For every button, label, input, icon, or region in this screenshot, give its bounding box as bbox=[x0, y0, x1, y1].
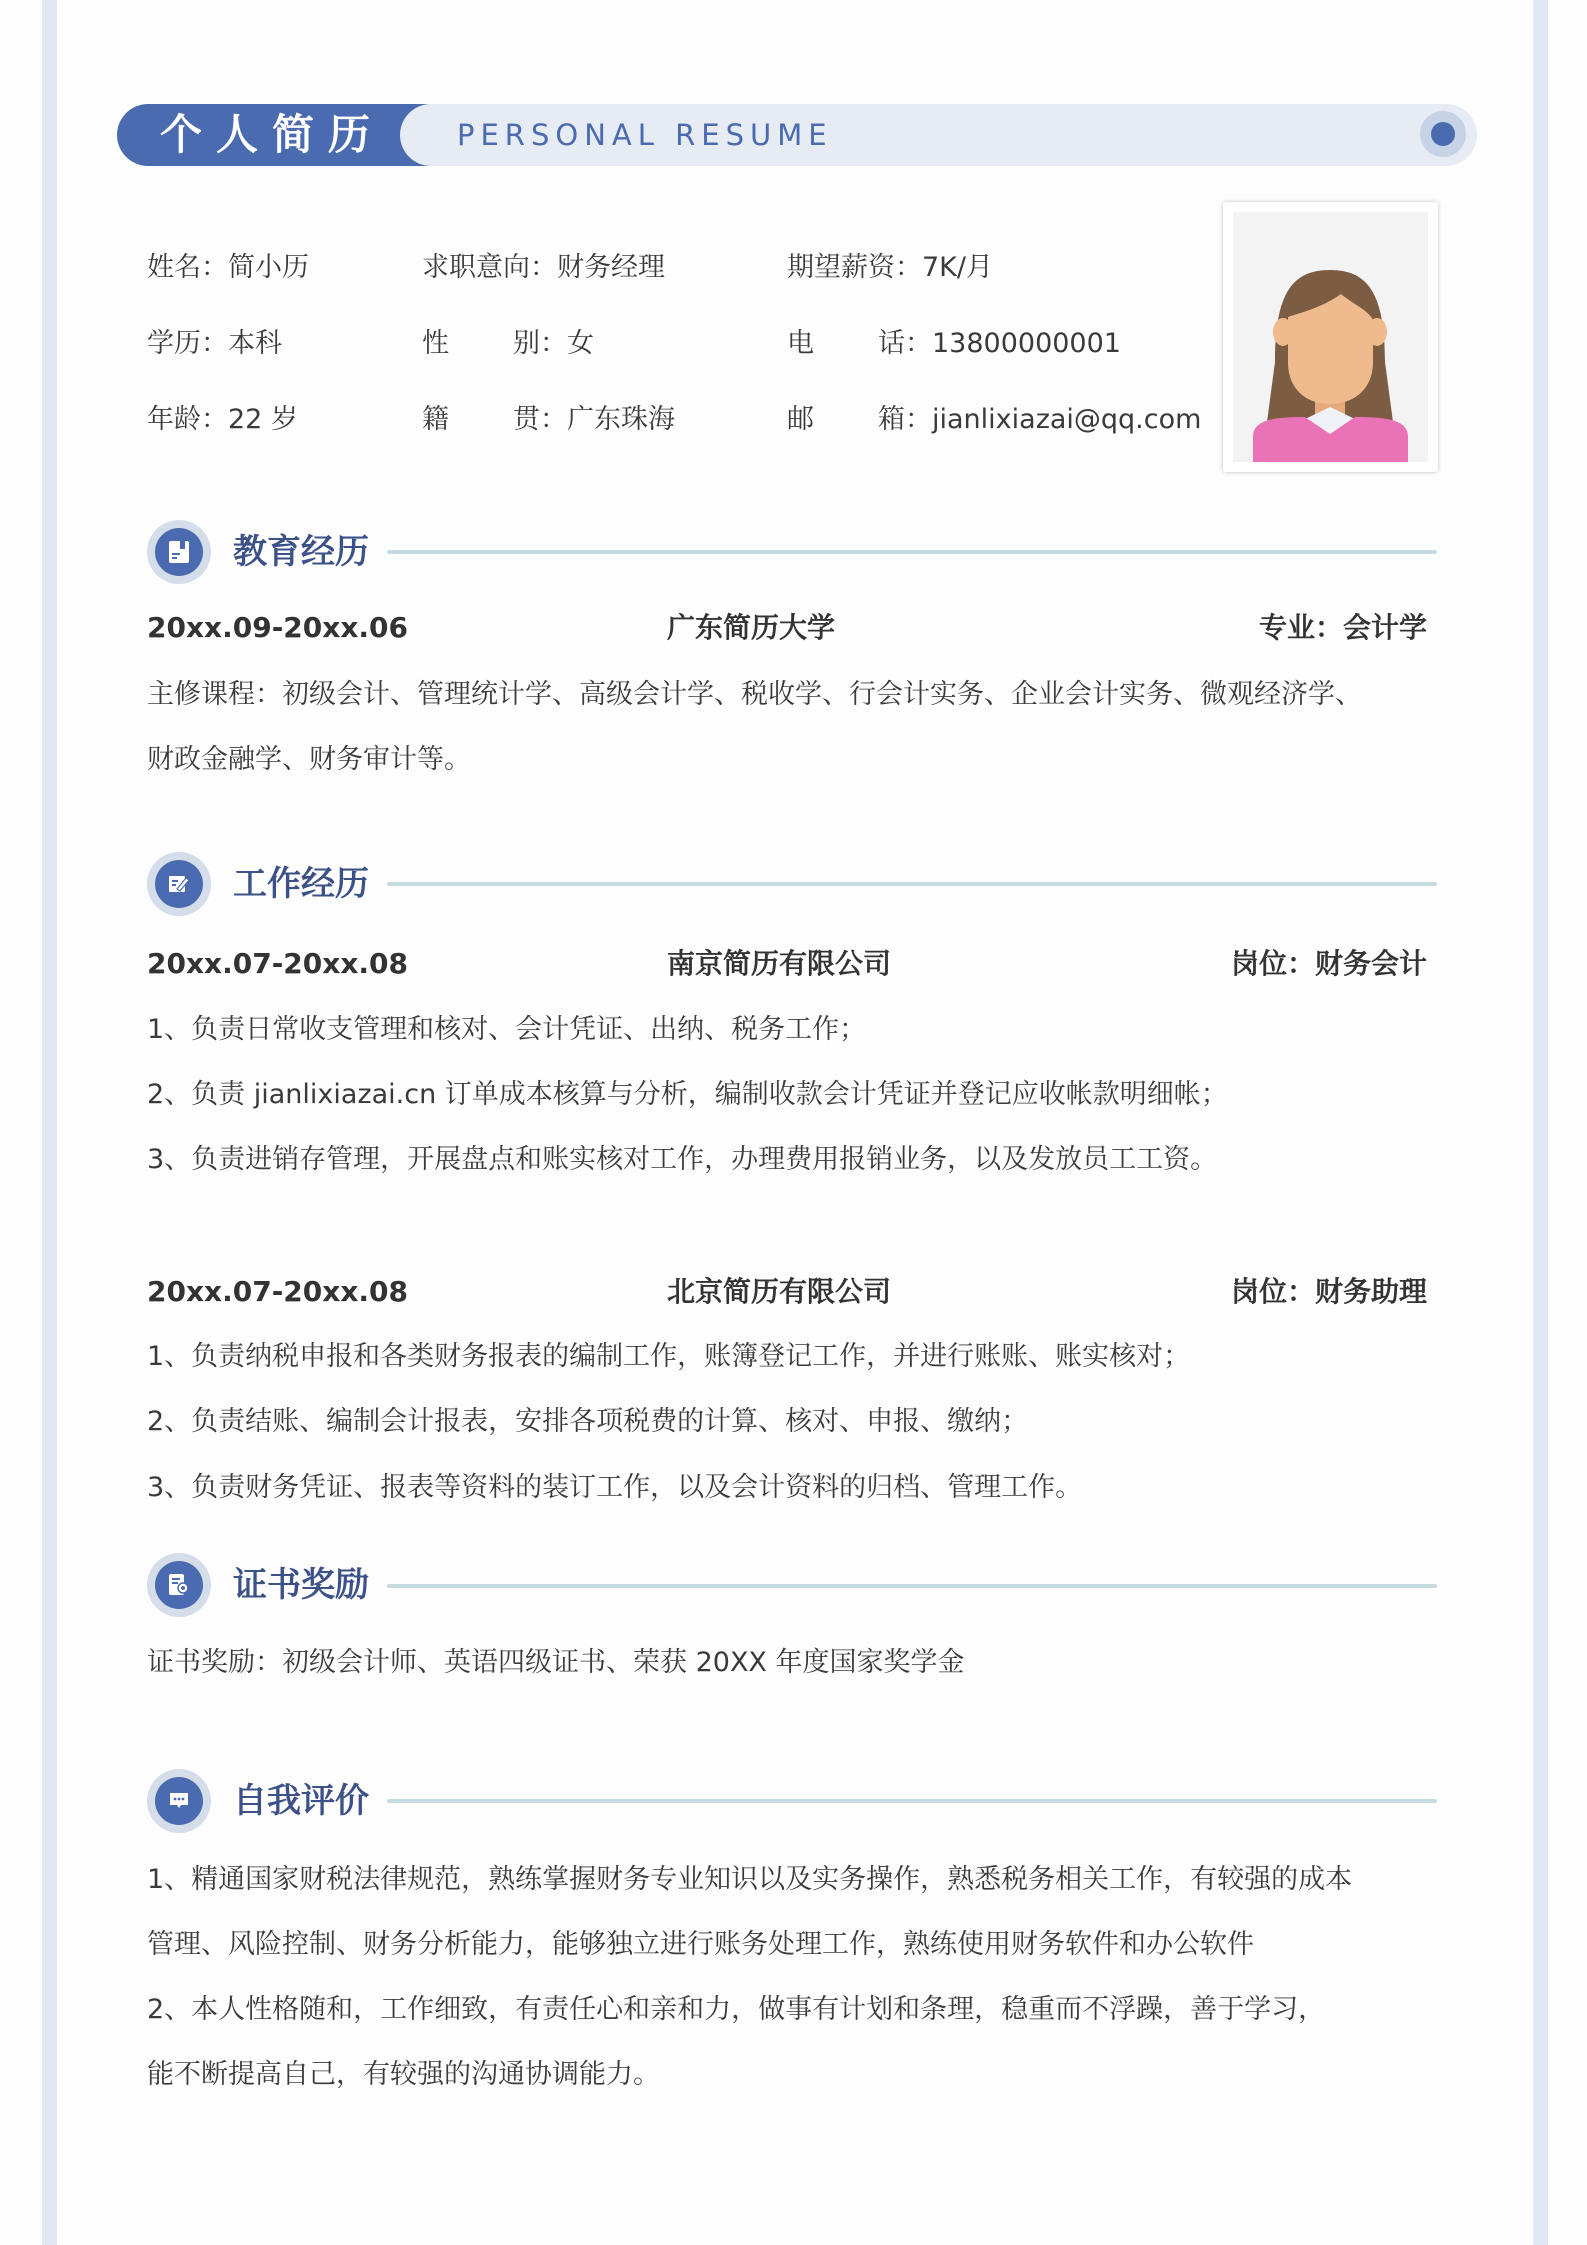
job-row bbox=[147, 1272, 1427, 1312]
info-label: 性 别 bbox=[422, 328, 540, 359]
info-value: 7K/月 bbox=[922, 252, 993, 283]
section-title-self-evaluation: 自我评价 bbox=[233, 1781, 369, 1821]
info-job-intent: 求职意向：财务经理 bbox=[422, 252, 665, 283]
info-education: 学历：本科 bbox=[147, 328, 282, 359]
job-period: 20xx.07-20xx.08 bbox=[147, 1275, 408, 1308]
info-value: 简小历 bbox=[228, 252, 309, 283]
info-label: 邮 箱 bbox=[787, 404, 905, 435]
education-school: 广东简历大学 bbox=[667, 611, 836, 644]
avatar-photo bbox=[1223, 202, 1438, 472]
job-duty: 3、负责进销存管理，开展盘点和账实核对工作，办理费用报销业务，以及发放员工工资。 bbox=[147, 1144, 1218, 1175]
info-phone: 电 话 ：13800000001 bbox=[787, 324, 1121, 364]
info-value: jianlixiazai@qq.com bbox=[932, 404, 1202, 435]
job-duty: 2、负责 jianlixiazai.cn 订单成本核算与分析，编制收款会计凭证并登记应收帐款明细帐； bbox=[147, 1079, 1228, 1110]
info-value: 13800000001 bbox=[932, 328, 1121, 359]
info-value: 广东珠海 bbox=[567, 404, 675, 435]
job-duty: 3、负责财务凭证、报表等资料的装订工作，以及会计资料的归档、管理工作。 bbox=[147, 1472, 1083, 1503]
section-title-awards: 证书奖励 bbox=[233, 1565, 369, 1605]
edit-icon bbox=[155, 860, 203, 908]
education-period: 20xx.09-20xx.06 bbox=[147, 611, 408, 644]
job-company: 南京简历有限公司 bbox=[667, 947, 892, 980]
job-position: 岗位：财务会计 bbox=[1230, 947, 1427, 980]
info-name: 姓名：简小历 bbox=[147, 252, 309, 283]
info-value: 本科 bbox=[228, 328, 282, 359]
job-row bbox=[147, 944, 1427, 984]
page-title: 个人简历 bbox=[160, 110, 385, 159]
book-icon bbox=[155, 528, 203, 576]
self-eval-line: 2、本人性格随和，工作细致，有责任心和亲和力，做事有计划和条理，稳重而不浮躁，善于学习， bbox=[147, 1994, 1326, 2025]
page-subtitle: PERSONAL RESUME bbox=[457, 118, 833, 152]
info-gender: 性 别 ：女 bbox=[422, 324, 594, 364]
education-row bbox=[147, 608, 1427, 648]
chat-bubble-icon bbox=[155, 1777, 203, 1825]
job-position: 岗位：财务助理 bbox=[1230, 1275, 1427, 1308]
self-eval-line: 能不断提高自己，有较强的沟通协调能力。 bbox=[147, 2059, 660, 2090]
info-value: 22 岁 bbox=[228, 404, 298, 435]
info-label: 籍 贯 bbox=[422, 404, 540, 435]
courses-line: 财政金融学、财务审计等。 bbox=[147, 744, 471, 775]
certificate-icon bbox=[155, 1561, 203, 1609]
job-duty: 2、负责结账、编制会计报表，安排各项税费的计算、核对、申报、缴纳； bbox=[147, 1406, 1029, 1437]
section-divider bbox=[387, 1799, 1437, 1803]
dot-icon bbox=[1420, 111, 1466, 157]
info-value: 女 bbox=[567, 328, 594, 359]
self-eval-line: 1、精通国家财税法律规范，熟练掌握财务专业知识以及实务操作，熟悉税务相关工作，有较强的成本 bbox=[147, 1864, 1353, 1895]
section-title-work: 工作经历 bbox=[233, 864, 369, 904]
right-border-bar bbox=[1533, 0, 1548, 2245]
info-hometown: 籍 贯 ：广东珠海 bbox=[422, 400, 675, 440]
courses-line: 主修课程：初级会计、管理统计学、高级会计学、税收学、行会计实务、企业会计实务、微观经济学、 bbox=[147, 679, 1362, 710]
info-label: 电 话 bbox=[787, 328, 905, 359]
avatar-female-icon bbox=[1233, 212, 1428, 462]
section-divider bbox=[387, 1584, 1437, 1588]
left-border-bar bbox=[42, 0, 57, 2245]
section-title-education: 教育经历 bbox=[233, 532, 369, 572]
job-duty: 1、负责日常收支管理和核对、会计凭证、出纳、税务工作； bbox=[147, 1014, 867, 1045]
job-period: 20xx.07-20xx.08 bbox=[147, 947, 408, 980]
info-salary: 期望薪资：7K/月 bbox=[787, 252, 993, 283]
info-age: 年龄：22 岁 bbox=[147, 404, 298, 435]
awards-text: 证书奖励：初级会计师、英语四级证书、荣获 20XX 年度国家奖学金 bbox=[147, 1647, 965, 1678]
self-eval-line: 管理、风险控制、财务分析能力，能够独立进行账务处理工作，熟练使用财务软件和办公软件 bbox=[147, 1929, 1254, 1960]
info-value: 财务经理 bbox=[557, 252, 665, 283]
job-duty: 1、负责纳税申报和各类财务报表的编制工作，账簿登记工作，并进行账账、账实核对； bbox=[147, 1341, 1191, 1372]
job-company: 北京简历有限公司 bbox=[667, 1275, 892, 1308]
info-email: 邮 箱 ：jianlixiazai@qq.com bbox=[787, 400, 1201, 440]
education-major: 专业：会计学 bbox=[1258, 611, 1427, 644]
section-divider bbox=[387, 550, 1437, 554]
section-divider bbox=[387, 882, 1437, 886]
